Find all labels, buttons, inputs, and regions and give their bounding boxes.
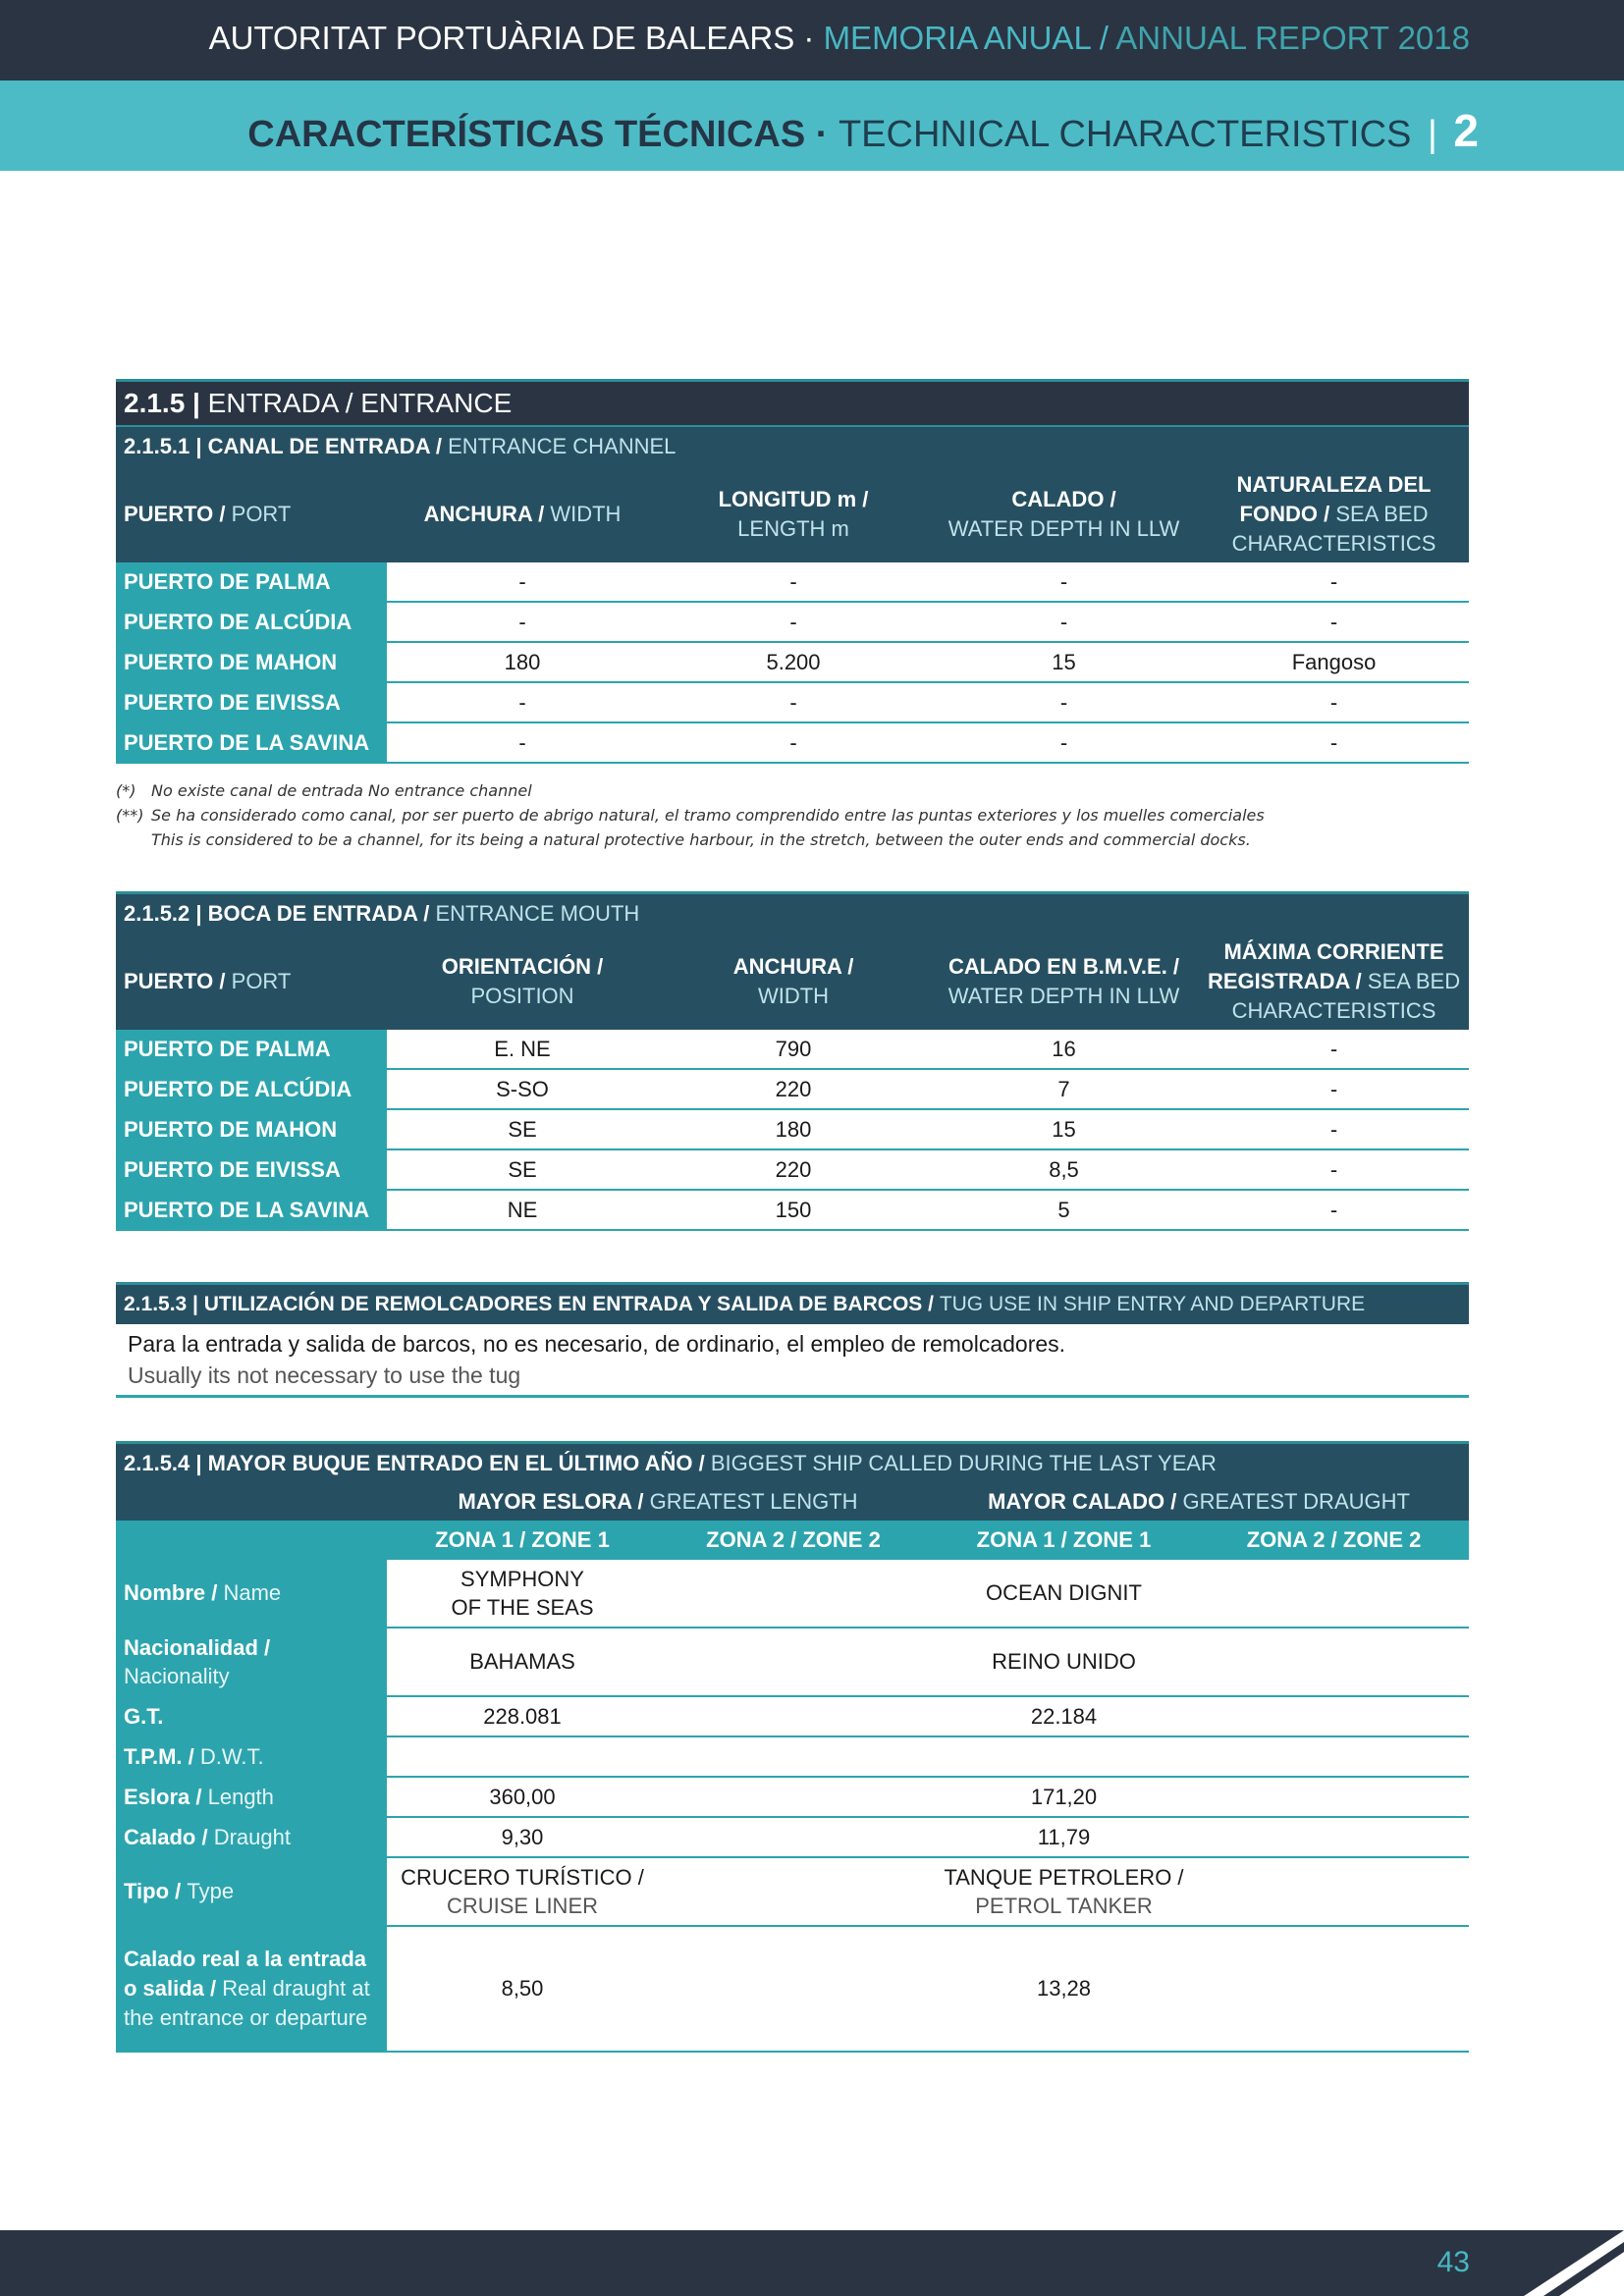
table-cell: PUERTO DE ALCÚDIA (116, 1069, 387, 1109)
page-number: 43 (1436, 2246, 1470, 2278)
col-header-position (387, 934, 658, 1030)
footer-bar (0, 2230, 1624, 2296)
table-cell (1199, 1628, 1469, 1696)
text-span: ENTRANCE CHANNEL (448, 434, 677, 458)
annual-label: ANNUAL REPORT 2018 (1115, 20, 1470, 56)
table-cell (1199, 1817, 1469, 1857)
table-cell (658, 1628, 929, 1696)
text-span: PORT (231, 969, 292, 993)
table-cell: S-SO (387, 1069, 658, 1109)
table-cell: 15 (929, 1109, 1199, 1149)
table-cell: 8,50 (387, 1926, 658, 2052)
table-row (116, 602, 1469, 642)
table-cell: Fangoso (1199, 642, 1469, 682)
table-cell: OCEAN DIGNIT (929, 1560, 1199, 1628)
table-row (116, 1628, 1469, 1696)
text-span: 2.1.5.4 | MAYOR BUQUE ENTRADO EN EL ÚLTIMO AÑO / (124, 1451, 705, 1475)
table-row (116, 722, 1469, 763)
text-span: CRUCERO TURÍSTICO / (401, 1865, 644, 1890)
table-cell: E. NE (387, 1030, 658, 1069)
text-span: PUERTO / (124, 969, 226, 993)
text-span: WIDTH (550, 502, 622, 526)
text-span: Nombre / (124, 1580, 218, 1605)
col-header-port (116, 934, 387, 1030)
table-cell (116, 1926, 387, 2052)
section-number: 2 (1453, 105, 1479, 156)
top-header-bar (0, 0, 1624, 80)
text-span: ENTRADA / ENTRANCE (207, 388, 513, 418)
table-cell: - (1199, 562, 1469, 602)
table-cell: - (1199, 682, 1469, 722)
table-cell: - (1199, 602, 1469, 642)
table-cell (929, 1736, 1199, 1777)
table-cell: 5 (929, 1190, 1199, 1230)
table-cell: 22.184 (929, 1696, 1199, 1736)
text-span: (*) (116, 781, 136, 800)
table-cell (1199, 1777, 1469, 1817)
entrance-mouth-table (116, 891, 1469, 1231)
text-span: Tipo / (124, 1879, 182, 1903)
text-span: GREATEST DRAUGHT (1182, 1489, 1410, 1514)
text-span: CRUISE LINER (446, 1894, 599, 1918)
table-cell: PUERTO DE EIVISSA (116, 682, 387, 722)
section-separator: | (1427, 114, 1437, 155)
tug-text (116, 1324, 1469, 1398)
table-cell: 150 (658, 1190, 929, 1230)
table-cell (116, 1483, 387, 1521)
table-row (116, 1149, 1469, 1190)
text-span: (**) (116, 806, 144, 825)
text-span: SYMPHONY (460, 1567, 584, 1591)
entrance-channel-section (116, 379, 1469, 764)
col-header-width (658, 934, 929, 1030)
table-row (116, 1777, 1469, 1817)
text-span: NATURALEZA DEL FONDO / (1236, 472, 1432, 526)
text-span: ORIENTACIÓN / (441, 954, 604, 979)
section-title-es: CARACTERÍSTICAS TÉCNICAS · (247, 114, 829, 155)
zone-header: ZONA 1 / ZONE 1 (929, 1521, 1199, 1560)
text-span: 2.1.5 | (124, 388, 200, 418)
table-cell (1199, 1857, 1469, 1926)
table-cell (116, 1817, 387, 1857)
table-cell: - (929, 562, 1199, 602)
tug-subtitle (116, 1284, 1469, 1325)
table-cell (387, 1736, 658, 1777)
table-cell: BAHAMAS (387, 1628, 658, 1696)
text-span: Calado real a la entrada o salida / (124, 1947, 366, 2001)
table-cell: 11,79 (929, 1817, 1199, 1857)
table-row (116, 1857, 1469, 1926)
text-span: PETROL TANKER (975, 1894, 1153, 1918)
table-cell: 790 (658, 1030, 929, 1069)
table-cell (116, 1628, 387, 1696)
text-span: Se ha considerado como canal, por ser puerto de abrigo natural, el tramo comprendido entre las puntas exteriores y los muelles comerciales (151, 806, 1265, 825)
text-span: No existe canal de entrada No entrance channel (151, 781, 532, 800)
text-span: Calado / (124, 1824, 208, 1849)
table-cell (116, 1857, 387, 1926)
tug-text-es: Para la entrada y salida de barcos, no es necesario, de ordinario, el empleo de remolcadores. (128, 1331, 1066, 1357)
entrance-title (116, 381, 1469, 427)
table-cell (116, 1560, 387, 1628)
table-cell: PUERTO DE PALMA (116, 562, 387, 602)
text-span: CALADO EN B.M.V.E. / (947, 954, 1180, 979)
col-header-depth (929, 934, 1199, 1030)
memoria-label: MEMORIA ANUAL / (823, 20, 1109, 56)
table-cell (658, 1777, 929, 1817)
text-span: SEA BED CHARACTERISTICS (1231, 502, 1436, 556)
text-span: Nacionality (124, 1664, 230, 1688)
table-row (116, 682, 1469, 722)
table-cell: 220 (658, 1069, 929, 1109)
text-span: Real draught at the entrance or departure (124, 1976, 370, 2030)
text-span: SEA BED CHARACTERISTICS (1231, 969, 1461, 1023)
table-cell: - (658, 722, 929, 763)
table-cell (1199, 1926, 1469, 2052)
text-span: G.T. (124, 1703, 164, 1729)
text-span: D.W.T. (199, 1743, 264, 1769)
table-cell: 5.200 (658, 642, 929, 682)
text-span: GREATEST LENGTH (649, 1489, 858, 1514)
table-row (116, 1109, 1469, 1149)
table-cell: 9,30 (387, 1817, 658, 1857)
channel-subtitle (116, 426, 1469, 466)
table-cell: 7 (929, 1069, 1199, 1109)
table-cell: - (929, 722, 1199, 763)
table-cell: 180 (387, 642, 658, 682)
table-cell: - (1199, 1069, 1469, 1109)
channel-notes: (*) No existe canal de entrada No entrance channel (**) Se ha considerado como canal, por ser puerto de abrigo natural, el tramo comprendido entre las puntas exteriores y los muelles comerciales This is considered to be a channel, for its being a natural protective harbour, in the stretch, between the outer ends and commercial docks. (116, 778, 1469, 852)
table-cell (1199, 1560, 1469, 1628)
col-header-current (1199, 934, 1469, 1030)
text-span: 2.1.5.2 | BOCA DE ENTRADA / (124, 901, 430, 926)
table-cell (658, 1857, 929, 1926)
table-cell: 171,20 (929, 1777, 1199, 1817)
text-span: 2.1.5.1 | CANAL DE ENTRADA / (124, 434, 442, 458)
text-span: Eslora / (124, 1784, 202, 1809)
text-span: T.P.M. / (124, 1743, 194, 1769)
table-cell: NE (387, 1190, 658, 1230)
table-cell: PUERTO DE PALMA (116, 1030, 387, 1069)
tug-text-en: Usually its not necessary to use the tug (128, 1362, 521, 1388)
entrance-channel-table (116, 379, 1469, 764)
text-span: Nacionalidad / (124, 1635, 271, 1660)
table-cell: PUERTO DE LA SAVINA (116, 1190, 387, 1230)
text-span: Type (187, 1879, 235, 1903)
table-cell (658, 1696, 929, 1736)
biggest-ship-section (116, 1441, 1469, 2053)
table-row (116, 1817, 1469, 1857)
text-span: WIDTH (757, 984, 830, 1008)
zone-header: ZONA 1 / ZONE 1 (387, 1521, 658, 1560)
table-cell (658, 1560, 929, 1628)
table-cell (387, 1857, 658, 1926)
col-header-seabed (1199, 466, 1469, 562)
section-title-en: TECHNICAL CHARACTERISTICS (838, 114, 1412, 155)
table-cell: - (658, 682, 929, 722)
table-cell: 228.081 (387, 1696, 658, 1736)
table-cell: - (1199, 1109, 1469, 1149)
table-cell: 16 (929, 1030, 1199, 1069)
table-row (116, 1926, 1469, 2052)
section-band (0, 80, 1624, 171)
table-cell: PUERTO DE MAHON (116, 642, 387, 682)
table-cell: 15 (929, 642, 1199, 682)
text-span: ANCHURA / (732, 954, 854, 979)
table-cell: SE (387, 1109, 658, 1149)
table-cell (929, 1857, 1199, 1926)
table-cell: - (658, 602, 929, 642)
text-span: WATER DEPTH IN LLW (947, 516, 1180, 541)
table-cell: 13,28 (929, 1926, 1199, 2052)
biggest-subtitle (116, 1443, 1469, 1484)
table-cell: - (387, 682, 658, 722)
table-row (116, 1190, 1469, 1230)
table-cell: SE (387, 1149, 658, 1190)
table-cell: - (387, 602, 658, 642)
text-span: ENTRANCE MOUTH (435, 901, 640, 926)
table-cell (658, 1736, 929, 1777)
table-cell (1199, 1696, 1469, 1736)
table-cell: 8,5 (929, 1149, 1199, 1190)
table-cell (116, 1736, 387, 1777)
text-span: PUERTO / (124, 502, 226, 526)
col-header-width (387, 466, 658, 562)
table-row (116, 562, 1469, 602)
table-cell (116, 1696, 387, 1736)
biggest-ship-table (116, 1441, 1469, 2053)
zone-header: ZONA 2 / ZONE 2 (1199, 1521, 1469, 1560)
zone-header: ZONA 2 / ZONE 2 (658, 1521, 929, 1560)
table-cell: - (929, 602, 1199, 642)
table-row (116, 1069, 1469, 1109)
text-span: BIGGEST SHIP CALLED DURING THE LAST YEAR (710, 1451, 1217, 1475)
table-cell (1199, 1736, 1469, 1777)
table-cell: 180 (658, 1109, 929, 1149)
table-cell: PUERTO DE MAHON (116, 1109, 387, 1149)
table-cell: - (387, 562, 658, 602)
org-name: AUTORITAT PORTUÀRIA DE BALEARS · (208, 20, 815, 56)
text-span: PORT (231, 502, 292, 526)
text-span: MÁXIMA CORRIENTE REGISTRADA / (1207, 939, 1444, 993)
table-row (116, 642, 1469, 682)
col-header-port (116, 466, 387, 562)
table-row (116, 1030, 1469, 1069)
text-span: MAYOR CALADO / (988, 1489, 1177, 1514)
group-greatest-draught (929, 1483, 1469, 1521)
table-cell: - (1199, 1030, 1469, 1069)
table-cell: - (658, 562, 929, 602)
section-title (247, 104, 1479, 157)
table-cell (387, 1560, 658, 1628)
table-cell: PUERTO DE EIVISSA (116, 1149, 387, 1190)
text-span: Name (223, 1580, 282, 1605)
table-row (116, 1696, 1469, 1736)
entrance-mouth-section (116, 891, 1469, 1231)
table-cell: 220 (658, 1149, 929, 1190)
table-cell: - (1199, 1149, 1469, 1190)
col-header-length (658, 466, 929, 562)
table-cell: - (387, 722, 658, 763)
group-greatest-length (387, 1483, 929, 1521)
table-cell (658, 1817, 929, 1857)
table-cell: PUERTO DE LA SAVINA (116, 722, 387, 763)
col-header-depth (929, 466, 1199, 562)
text-span: MAYOR ESLORA / (458, 1489, 644, 1514)
table-cell: REINO UNIDO (929, 1628, 1199, 1696)
text-span: OF THE SEAS (451, 1595, 594, 1620)
table-cell (658, 1926, 929, 2052)
table-cell: - (1199, 1190, 1469, 1230)
mouth-subtitle (116, 893, 1469, 934)
table-cell: - (1199, 722, 1469, 763)
text-span: LENGTH m (737, 516, 849, 541)
text-span: CALADO / (1011, 487, 1116, 511)
table-row (116, 1736, 1469, 1777)
table-cell (116, 1777, 387, 1817)
table-cell: - (929, 682, 1199, 722)
text-span: POSITION (470, 984, 574, 1008)
text-span: Length (207, 1784, 274, 1809)
corner-stripe-decoration (1516, 2230, 1624, 2296)
table-cell: 360,00 (387, 1777, 658, 1817)
report-title (209, 20, 1470, 57)
table-row (116, 1560, 1469, 1628)
text-span: TANQUE PETROLERO / (944, 1865, 1184, 1890)
text-span: 2.1.5.3 | UTILIZACIÓN DE REMOLCADORES EN ENTRADA Y SALIDA DE BARCOS / (124, 1293, 934, 1315)
text-span: ANCHURA / (423, 502, 545, 526)
table-cell (116, 1521, 387, 1560)
text-span: LONGITUD m / (718, 487, 869, 511)
text-span: Draught (213, 1824, 291, 1849)
text-span: TUG USE IN SHIP ENTRY AND DEPARTURE (939, 1293, 1366, 1315)
tug-use-section (116, 1282, 1469, 1398)
table-cell: PUERTO DE ALCÚDIA (116, 602, 387, 642)
text-span: WATER DEPTH IN LLW (947, 984, 1180, 1008)
